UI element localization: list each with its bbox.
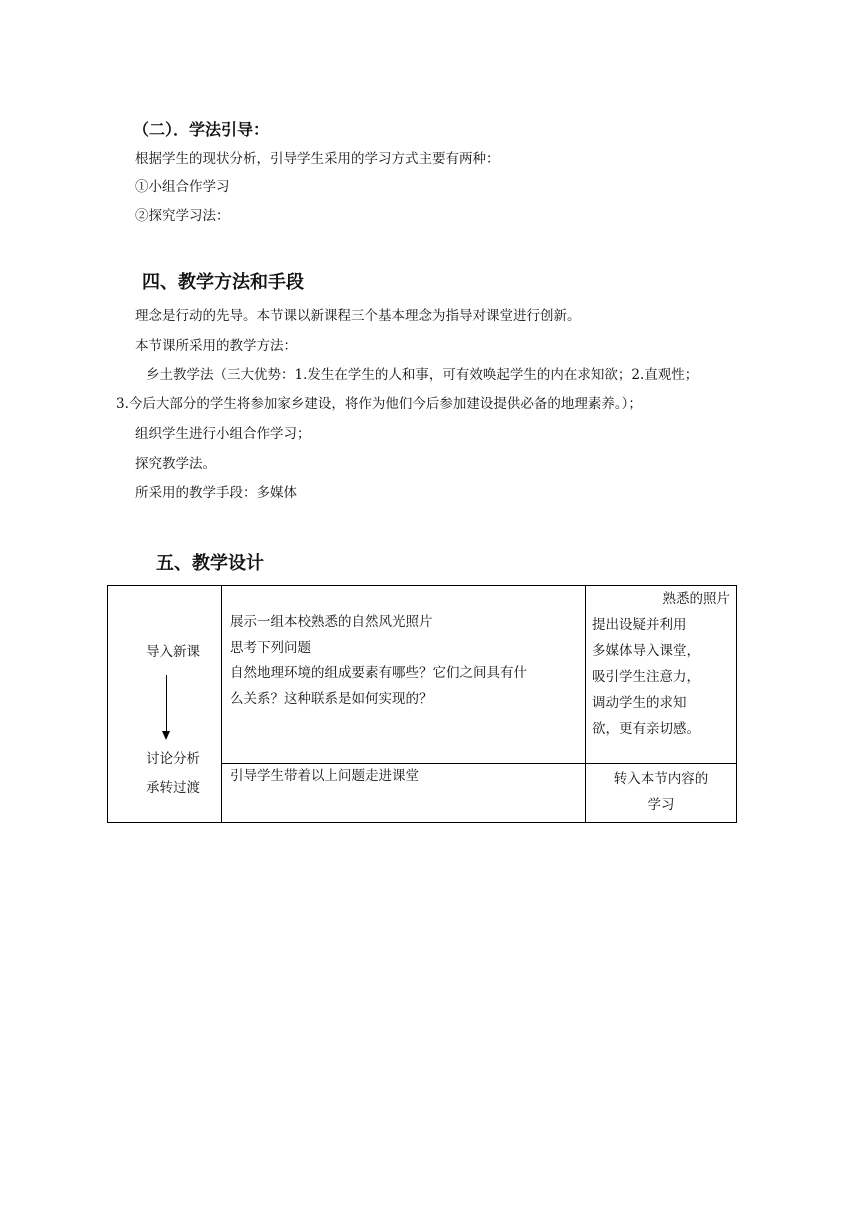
purpose-line: 吸引学生注意力，: [592, 669, 700, 685]
activity-line: 引导学生带着以上问题走进课堂: [230, 768, 419, 784]
stage-label-transition: 承转过渡: [146, 780, 200, 796]
activity-line: 自然地理环境的组成要素有哪些？它们之间具有什: [230, 665, 527, 681]
stage-label-discussion: 讨论分析: [146, 751, 200, 767]
section-4-paragraph-2: 本节课所采用的教学方法：: [135, 338, 297, 354]
teaching-design-table: [107, 585, 737, 823]
section-4-paragraph-6: 所采用的教学手段：多媒体: [135, 485, 297, 501]
purpose-line: 多媒体导入课堂，: [592, 643, 700, 659]
section-2-item-1: ①小组合作学习: [135, 179, 230, 195]
section-2-intro: 根据学生的现状分析，引导学生采用的学习方式主要有两种：: [135, 151, 500, 167]
arrow-down-icon: [162, 731, 170, 740]
purpose-line: 转入本节内容的: [613, 771, 709, 787]
section-4-paragraph-3-line-2: 3.今后大部分的学生将参加家乡建设，将作为他们今后参加建设提供必备的地理素养。）；: [116, 396, 642, 412]
purpose-cell: [586, 764, 737, 823]
section-4-paragraph-1: 理念是行动的先导。本节课以新课程三个基本理念为指导对课堂进行创新。: [135, 308, 581, 324]
purpose-line: 调动学生的求知: [592, 695, 687, 711]
activity-line: 思考下列问题: [230, 639, 311, 656]
activity-cell: [222, 764, 586, 823]
flow-arrow-shaft: [166, 675, 167, 733]
section-2-item-2: ②探究学习法：: [135, 208, 230, 224]
section-4-heading: 四、教学方法和手段: [142, 272, 304, 293]
stage-label-intro: 导入新课: [146, 644, 200, 660]
activity-line: 么关系？这种联系是如何实现的？: [230, 690, 433, 707]
section-2-heading: （二）．学法引导：: [133, 120, 270, 139]
stage-cell: [108, 586, 222, 823]
section-4-paragraph-4: 组织学生进行小组合作学习；: [135, 426, 311, 442]
purpose-cell: [586, 586, 737, 764]
table-row: [108, 586, 737, 764]
activity-cell: [222, 586, 586, 764]
purpose-line: 提出设疑并利用: [592, 617, 687, 633]
section-5-heading: 五、教学设计: [156, 553, 264, 574]
section-4-paragraph-3-line-1: 乡土教学法（三大优势：1.发生在学生的人和事，可有效唤起学生的内在求知欲；2.直观性；: [146, 367, 699, 383]
section-4-paragraph-5: 探究教学法。: [135, 456, 216, 472]
purpose-line: 熟悉的照片: [662, 591, 730, 607]
purpose-line: 学习: [647, 797, 675, 813]
purpose-line: 欲，更有亲切感。: [592, 721, 700, 737]
activity-line: 展示一组本校熟悉的自然风光照片: [230, 614, 433, 630]
